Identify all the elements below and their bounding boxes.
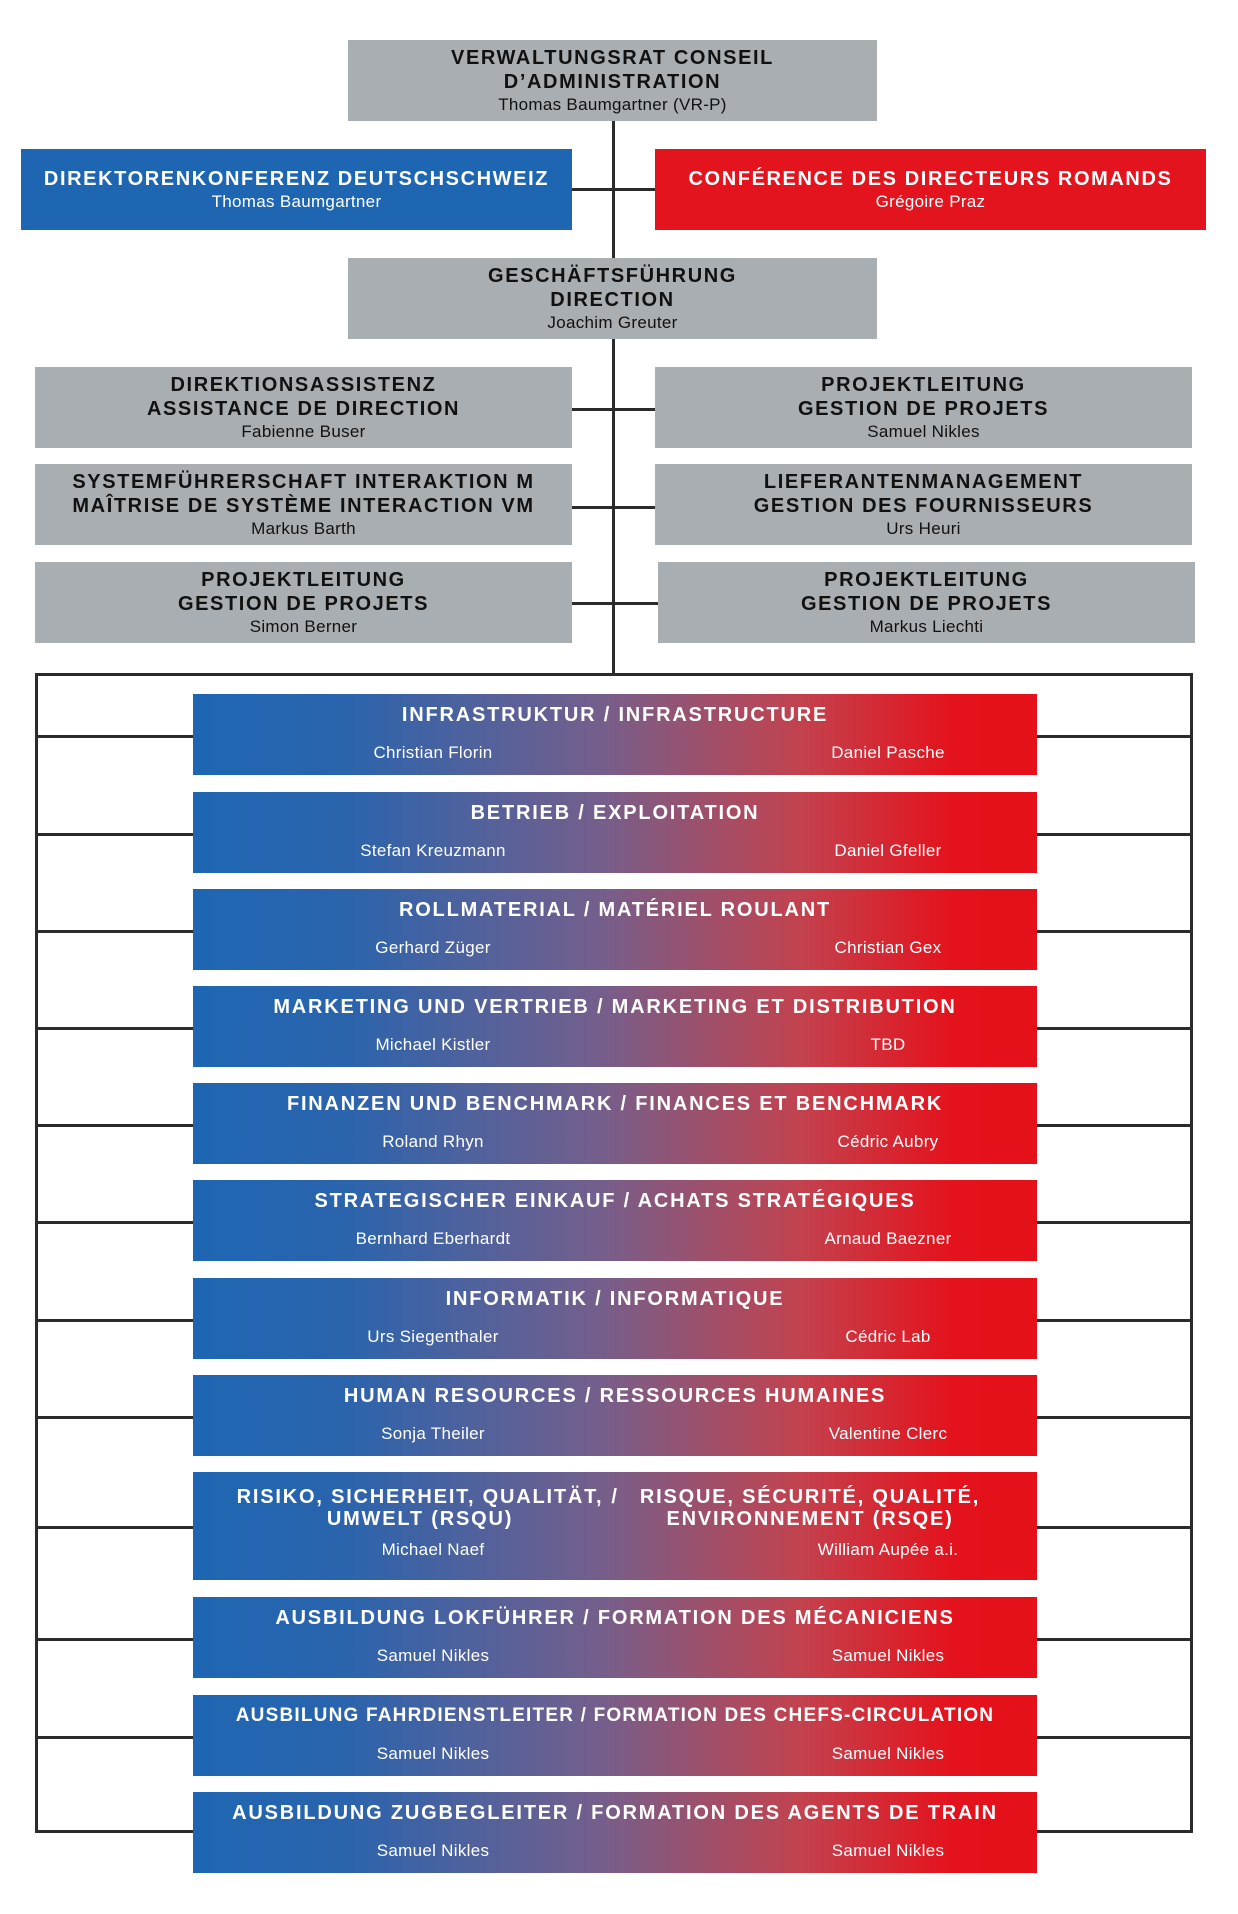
department-connector-right bbox=[1036, 1526, 1192, 1529]
department-head-de: Stefan Kreuzmann bbox=[360, 841, 506, 860]
department-box bbox=[193, 1375, 1037, 1456]
department-connector-right bbox=[1036, 735, 1192, 738]
management-title-line2: DIRECTION bbox=[550, 288, 675, 311]
staff-title-line1: PROJEKTLEITUNG bbox=[824, 568, 1029, 591]
frame-right-line bbox=[1190, 673, 1193, 1833]
frame-top-line bbox=[35, 673, 1193, 676]
staff-person: Fabienne Buser bbox=[241, 421, 366, 441]
department-connector-left bbox=[36, 1319, 194, 1322]
department-connector-left bbox=[36, 1416, 194, 1419]
staff-person: Markus Barth bbox=[251, 518, 356, 538]
staff-connector-2-left bbox=[572, 506, 614, 509]
department-title: AUSBILUNG FAHRDIENSTLEITER / FORMATION DES CHEFS-CIRCULATION bbox=[235, 1705, 995, 1726]
staff-person: Samuel Nikles bbox=[867, 421, 980, 441]
staff-box bbox=[35, 562, 572, 643]
department-title-separator: / bbox=[611, 1486, 619, 1508]
department-title: AUSBILDUNG ZUGBEGLEITER / FORMATION DES AGENTS DE TRAIN bbox=[232, 1802, 998, 1824]
department-title: AUSBILDUNG LOKFÜHRER / FORMATION DES MÉCANICIENS bbox=[275, 1607, 955, 1629]
conf-fr-title: CONFÉRENCE DES DIRECTEURS ROMANDS bbox=[688, 167, 1173, 190]
department-title: ROLLMATERIAL / MATÉRIEL ROULANT bbox=[398, 899, 832, 921]
staff-box bbox=[35, 367, 572, 448]
conf-de-connector bbox=[572, 188, 614, 191]
department-box bbox=[193, 1083, 1037, 1164]
conf-fr-person: Grégoire Praz bbox=[875, 191, 986, 211]
staff-box bbox=[655, 367, 1192, 448]
department-head-fr: Arnaud Baezner bbox=[824, 1229, 952, 1248]
conf-fr-box bbox=[655, 149, 1206, 230]
department-connector-right bbox=[1036, 1416, 1192, 1419]
management-title-line1: GESCHÄFTSFÜHRUNG bbox=[488, 264, 737, 287]
department-head-fr: Samuel Nikles bbox=[831, 1744, 945, 1763]
board-title-line1: VERWALTUNGSRAT CONSEIL bbox=[451, 46, 774, 69]
department-title-de-line2: UMWELT (RSQU) bbox=[326, 1508, 514, 1530]
department-connector-left bbox=[36, 1638, 194, 1641]
department-connector-right bbox=[1036, 1736, 1192, 1739]
department-box bbox=[193, 1695, 1037, 1776]
staff-title-line2: GESTION DE PROJETS bbox=[797, 397, 1050, 420]
department-connector-left bbox=[36, 833, 194, 836]
department-head-de: Roland Rhyn bbox=[382, 1132, 484, 1151]
staff-box bbox=[658, 562, 1195, 643]
department-connector-left bbox=[36, 1526, 194, 1529]
department-connector-left bbox=[36, 1124, 194, 1127]
department-head-de: Michael Naef bbox=[381, 1540, 485, 1559]
department-head-fr: Samuel Nikles bbox=[831, 1646, 945, 1665]
department-box bbox=[193, 1180, 1037, 1261]
department-head-de: Samuel Nikles bbox=[376, 1744, 490, 1763]
staff-title-line1: LIEFERANTENMANAGEMENT bbox=[763, 470, 1084, 493]
department-title: BETRIEB / EXPLOITATION bbox=[470, 802, 760, 824]
department-head-de: Samuel Nikles bbox=[376, 1841, 490, 1860]
department-connector-right bbox=[1036, 930, 1192, 933]
department-head-fr: Cédric Lab bbox=[845, 1327, 931, 1346]
staff-box bbox=[655, 464, 1192, 545]
staff-title-line1: DIREKTIONSASSISTENZ bbox=[170, 373, 437, 396]
department-title: INFRASTRUKTUR / INFRASTRUCTURE bbox=[401, 704, 829, 726]
department-head-fr: Samuel Nikles bbox=[831, 1841, 945, 1860]
department-head-de: Sonja Theiler bbox=[381, 1424, 485, 1443]
staff-connector-3-left bbox=[572, 602, 614, 605]
management-person: Joachim Greuter bbox=[547, 312, 678, 332]
staff-box bbox=[35, 464, 572, 545]
staff-person: Markus Liechti bbox=[869, 616, 984, 636]
department-connector-right bbox=[1036, 1221, 1192, 1224]
department-head-fr: Cédric Aubry bbox=[837, 1132, 939, 1151]
department-box bbox=[193, 1792, 1037, 1873]
staff-person: Simon Berner bbox=[249, 616, 358, 636]
department-head-de: Bernhard Eberhardt bbox=[355, 1229, 511, 1248]
staff-title-line1: PROJEKTLEITUNG bbox=[821, 373, 1026, 396]
department-head-de: Gerhard Züger bbox=[375, 938, 491, 957]
department-head-fr: Daniel Gfeller bbox=[834, 841, 942, 860]
conf-fr-connector bbox=[613, 188, 656, 191]
department-connector-left bbox=[36, 930, 194, 933]
department-connector-right bbox=[1036, 1319, 1192, 1322]
department-connector-left bbox=[36, 1736, 194, 1739]
staff-person: Urs Heuri bbox=[886, 518, 961, 538]
conf-de-box bbox=[21, 149, 572, 230]
staff-connector-2-right bbox=[613, 506, 656, 509]
department-title bbox=[193, 1486, 1037, 1530]
staff-title-line1: PROJEKTLEITUNG bbox=[201, 568, 406, 591]
management-box bbox=[348, 258, 877, 339]
department-title: FINANZEN UND BENCHMARK / FINANCES ET BENCHMARK bbox=[286, 1093, 944, 1115]
department-box bbox=[193, 694, 1037, 775]
department-title-fr-line1: RISQUE, SÉCURITÉ, QUALITÉ, bbox=[639, 1486, 981, 1508]
staff-connector-1-left bbox=[572, 408, 614, 411]
staff-title-line2: ASSISTANCE DE DIRECTION bbox=[146, 397, 461, 420]
department-head-fr: TBD bbox=[870, 1035, 906, 1054]
department-title-fr-line2: ENVIRONNEMENT (RSQE) bbox=[666, 1508, 954, 1530]
department-box bbox=[193, 1472, 1037, 1580]
department-connector-right bbox=[1036, 833, 1192, 836]
department-head-de: Christian Florin bbox=[373, 743, 493, 762]
board-title-line2: D’ADMINISTRATION bbox=[503, 70, 722, 93]
conf-de-person: Thomas Baumgartner bbox=[211, 191, 382, 211]
board-box bbox=[348, 40, 877, 121]
department-title: STRATEGISCHER EINKAUF / ACHATS STRATÉGIQUES bbox=[314, 1190, 916, 1212]
main-spine-line bbox=[612, 120, 615, 675]
board-person: Thomas Baumgartner (VR-P) bbox=[498, 94, 727, 114]
staff-title-line2: GESTION DE PROJETS bbox=[177, 592, 430, 615]
department-title-de-line1: RISIKO, SICHERHEIT, QUALITÄT, bbox=[236, 1486, 604, 1508]
department-connector-right bbox=[1036, 1124, 1192, 1127]
staff-title-line1: SYSTEMFÜHRERSCHAFT INTERAKTION M bbox=[72, 470, 535, 493]
department-head-fr: Valentine Clerc bbox=[828, 1424, 948, 1443]
department-connector-left bbox=[36, 735, 194, 738]
staff-title-line2: GESTION DES FOURNISSEURS bbox=[753, 494, 1094, 517]
department-title: HUMAN RESOURCES / RESSOURCES HUMAINES bbox=[343, 1385, 887, 1407]
department-connector-right bbox=[1036, 1638, 1192, 1641]
department-box bbox=[193, 1597, 1037, 1678]
department-box bbox=[193, 1278, 1037, 1359]
conf-de-title: DIREKTORENKONFERENZ DEUTSCHSCHWEIZ bbox=[43, 167, 550, 190]
department-connector-left bbox=[36, 1027, 194, 1030]
department-head-de: Samuel Nikles bbox=[376, 1646, 490, 1665]
frame-left-line bbox=[35, 673, 38, 1833]
department-connector-left bbox=[36, 1221, 194, 1224]
staff-connector-1-right bbox=[613, 408, 656, 411]
staff-title-line2: GESTION DE PROJETS bbox=[800, 592, 1053, 615]
department-box bbox=[193, 792, 1037, 873]
department-head-de: Michael Kistler bbox=[375, 1035, 491, 1054]
department-head-fr: Daniel Pasche bbox=[831, 743, 945, 762]
staff-title-line2: MAÎTRISE DE SYSTÈME INTERACTION VM bbox=[72, 494, 535, 517]
department-box bbox=[193, 986, 1037, 1067]
department-head-de: Urs Siegenthaler bbox=[367, 1327, 499, 1346]
department-head-fr: Christian Gex bbox=[834, 938, 942, 957]
department-head-fr: William Aupée a.i. bbox=[817, 1540, 959, 1559]
department-connector-right bbox=[1036, 1027, 1192, 1030]
department-box bbox=[193, 889, 1037, 970]
staff-connector-3-right bbox=[613, 602, 658, 605]
department-title: MARKETING UND VERTRIEB / MARKETING ET DISTRIBUTION bbox=[273, 996, 957, 1018]
department-title: INFORMATIK / INFORMATIQUE bbox=[445, 1288, 785, 1310]
